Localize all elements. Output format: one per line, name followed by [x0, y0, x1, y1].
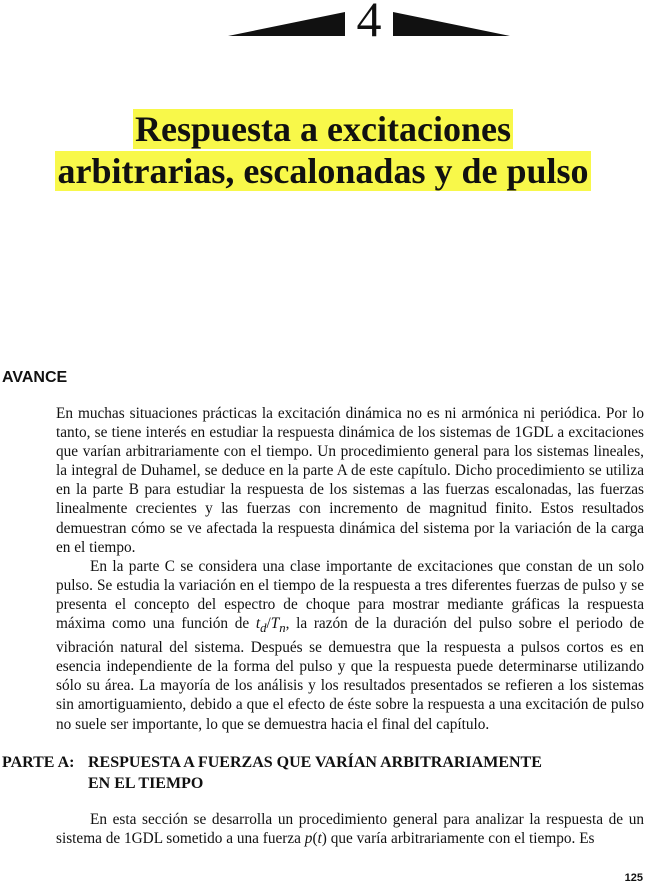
- avance-heading: AVANCE: [2, 369, 68, 386]
- math-slash: /: [266, 615, 271, 633]
- paren-open: (: [312, 830, 318, 848]
- avance-p2-text-after: , la razón de la duración del pulso sobre el periodo de vibración natural del sistema. Después se demuestra que la respuesta a pulsos cortos es en esencia independiente de la forma del pulso y que la respuesta puede determinarse utilizando sólo su área. La mayoría de los análisis y los resultados presentados se refieren a los sistemas sin amortiguamiento, debido a que el efecto de éste sobre la respuesta a una excitación de pulso no suele ser importante, lo que se demuestra hacia el final del capítulo.: [56, 615, 644, 733]
- paren-close: ): [321, 830, 327, 848]
- avance-paragraph-1: En muchas situaciones prácticas la excitación dinámica no es ni armónica ni periódica. Por lo tanto, se tiene interés en estudiar la respuesta dinámica de los sistemas de 1GDL a excitaciones que varían arbitrariamente con el tiempo. Un procedimiento general para los sistemas lineales, la integral de Duhamel, se deduce en la parte A de este capítulo. Dicho procedimiento se utiliza en la parte B para estudiar la respuesta de los sistemas a las fuerzas escalonadas, las fuerzas linealmente crecientes y las fuerzas con incremento de magnitud finito. Estos resultados demuestran cómo se ve afectada la respuesta dinámica del sistema por la variación de la carga en el tiempo.: [56, 405, 644, 556]
- part-a-heading-line1: [2, 752, 622, 773]
- part-a-p1-text-before: En esta sección se desarrolla un procedimiento general para analizar la respuesta de un sistema de 1GDL sometido a una fuerza: [56, 811, 644, 848]
- math-T: T: [270, 615, 280, 633]
- chapter-number-banner: [228, 0, 510, 47]
- part-a-p1-text-after: que varía arbitrariamente con el tiempo. Es: [326, 830, 595, 848]
- math-p: p: [304, 830, 313, 848]
- math-sub-n: n: [279, 621, 286, 636]
- chapter-number: 4: [356, 0, 382, 47]
- part-a-paragraph-1: [56, 810, 644, 848]
- part-a-title-line2: EN EL TIEMPO: [88, 775, 204, 792]
- page-number: 125: [624, 872, 643, 884]
- avance-p2-text-before: En la parte C se considera una clase importante de excitaciones que constan de un solo pulso. Se estudia la variación en el tiempo de la respuesta a tres diferentes fuerzas de pulso y se presenta el concepto del espectro de choque para mostrar mediante gráficas la respuesta máxima como una función de: [56, 557, 644, 633]
- chapter-title: [0, 108, 646, 192]
- part-a-label: PARTE A:: [2, 754, 75, 771]
- chapter-title-line2: arbitrarias, escalonadas y de pulso: [57, 151, 589, 191]
- chapter-title-line1: Respuesta a excitaciones: [135, 109, 511, 149]
- math-t-arg: t: [317, 830, 322, 848]
- part-a-title-line1: RESPUESTA A FUERZAS QUE VARÍAN ARBITRARIAMENTE: [88, 754, 542, 771]
- part-a-body: [56, 810, 644, 848]
- part-a-heading: [2, 752, 622, 794]
- math-t: t: [255, 615, 261, 633]
- math-sub-d: d: [260, 621, 267, 636]
- avance-paragraph-2: [56, 557, 644, 734]
- avance-body: [56, 404, 644, 734]
